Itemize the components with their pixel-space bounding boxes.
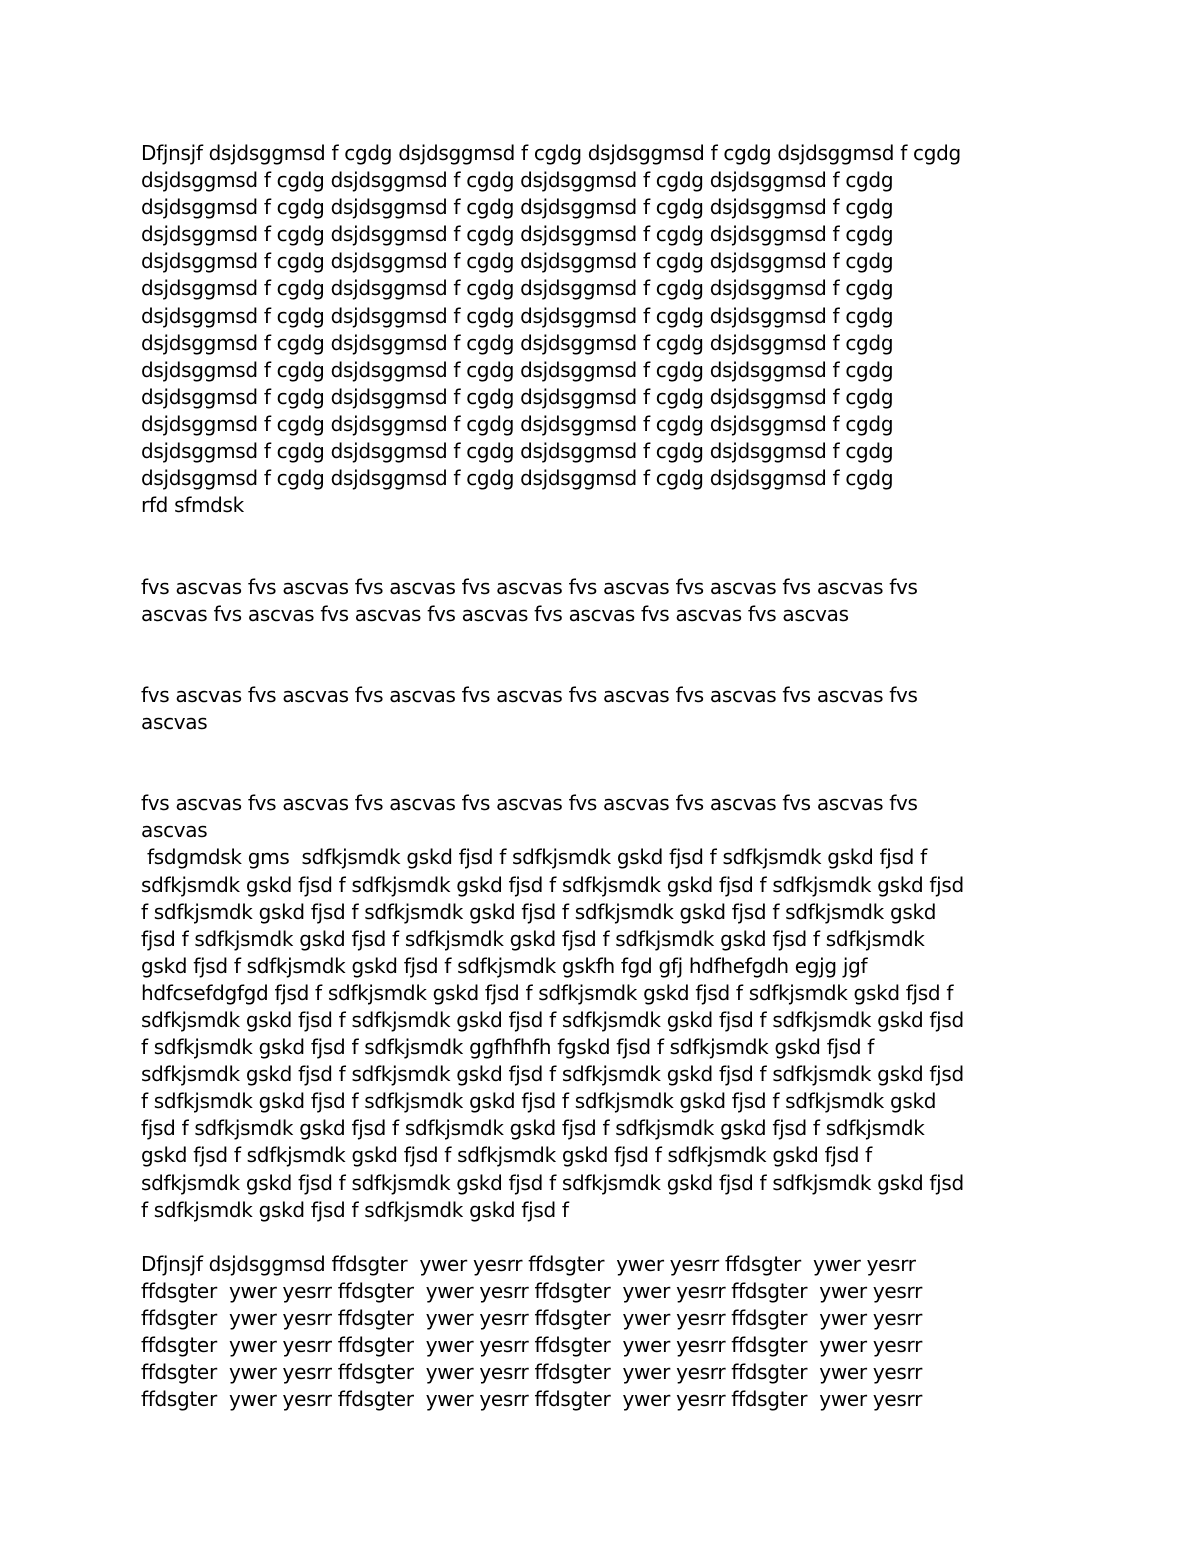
text-line: ffdsgter ywer yesrr ffdsgter ywer yesrr ffdsgter ywer yesrr ffdsgter ywer yesrr [141,1387,923,1412]
paragraph-spacer [141,736,1101,763]
text-line: dsjdsggmsd f cgdg dsjdsggmsd f cgdg dsjdsggmsd f cgdg dsjdsggmsd f cgdg [141,276,894,301]
text-line: ascvas [141,818,208,843]
paragraph-spacer [141,1224,1101,1251]
text-line: Dfjnsjf dsjdsggmsd f cgdg dsjdsggmsd f cgdg dsjdsggmsd f cgdg dsjdsggmsd f cgdg [141,141,961,165]
paragraph-spacer [141,546,1101,573]
paragraph [141,140,1101,519]
paragraph-spacer [141,655,1101,682]
paragraph [141,1251,1101,1414]
text-line: fjsd f sdfkjsmdk gskd fjsd f sdfkjsmdk gskd fjsd f sdfkjsmdk gskd fjsd f sdfkjsmdk [141,1116,925,1141]
text-line: fvs ascvas fvs ascvas fvs ascvas fvs ascvas fvs ascvas fvs ascvas fvs ascvas fvs [141,791,918,816]
paragraph [141,790,1101,1224]
text-line: ascvas fvs ascvas fvs ascvas fvs ascvas fvs ascvas fvs ascvas fvs ascvas [141,601,849,626]
paragraph [141,682,1101,736]
text-line: dsjdsggmsd f cgdg dsjdsggmsd f cgdg dsjdsggmsd f cgdg dsjdsggmsd f cgdg [141,357,894,382]
text-line: f sdfkjsmdk gskd fjsd f sdfkjsmdk ggfhfhfh fgskd fjsd f sdfkjsmdk gskd fjsd f [141,1035,875,1060]
paragraph-spacer [141,628,1101,655]
text-line: dsjdsggmsd f cgdg dsjdsggmsd f cgdg dsjdsggmsd f cgdg dsjdsggmsd f cgdg [141,439,894,464]
text-line: rfd sfmdsk [141,493,244,518]
text-line: Dfjnsjf dsjdsggmsd ffdsgter ywer yesrr ffdsgter ywer yesrr ffdsgter ywer yesrr [141,1251,916,1276]
text-line: dsjdsggmsd f cgdg dsjdsggmsd f cgdg dsjdsggmsd f cgdg dsjdsggmsd f cgdg [141,411,894,436]
text-line: ascvas [141,709,208,734]
text-line: dsjdsggmsd f cgdg dsjdsggmsd f cgdg dsjdsggmsd f cgdg dsjdsggmsd f cgdg [141,222,894,247]
text-line: dsjdsggmsd f cgdg dsjdsggmsd f cgdg dsjdsggmsd f cgdg dsjdsggmsd f cgdg [141,249,894,274]
text-line: f sdfkjsmdk gskd fjsd f sdfkjsmdk gskd fjsd f [141,1197,569,1222]
text-line: ffdsgter ywer yesrr ffdsgter ywer yesrr ffdsgter ywer yesrr ffdsgter ywer yesrr [141,1306,923,1331]
paragraph [141,574,1101,628]
text-line: sdfkjsmdk gskd fjsd f sdfkjsmdk gskd fjsd f sdfkjsmdk gskd fjsd f sdfkjsmdk gskd fjsd [141,1170,964,1195]
text-line: fjsd f sdfkjsmdk gskd fjsd f sdfkjsmdk gskd fjsd f sdfkjsmdk gskd fjsd f sdfkjsmdk [141,926,925,951]
text-line: ffdsgter ywer yesrr ffdsgter ywer yesrr ffdsgter ywer yesrr ffdsgter ywer yesrr [141,1333,923,1358]
text-line: fsdgmdsk gms sdfkjsmdk gskd fjsd f sdfkjsmdk gskd fjsd f sdfkjsmdk gskd fjsd f [141,845,927,870]
text-line: f sdfkjsmdk gskd fjsd f sdfkjsmdk gskd fjsd f sdfkjsmdk gskd fjsd f sdfkjsmdk gskd [141,1089,937,1114]
paragraph-spacer [141,763,1101,790]
text-line: ffdsgter ywer yesrr ffdsgter ywer yesrr ffdsgter ywer yesrr ffdsgter ywer yesrr [141,1360,923,1385]
text-line: dsjdsggmsd f cgdg dsjdsggmsd f cgdg dsjdsggmsd f cgdg dsjdsggmsd f cgdg [141,466,894,491]
document-page [141,140,1101,1413]
text-line: dsjdsggmsd f cgdg dsjdsggmsd f cgdg dsjdsggmsd f cgdg dsjdsggmsd f cgdg [141,303,894,328]
text-line: sdfkjsmdk gskd fjsd f sdfkjsmdk gskd fjsd f sdfkjsmdk gskd fjsd f sdfkjsmdk gskd fjsd [141,872,964,897]
text-line: dsjdsggmsd f cgdg dsjdsggmsd f cgdg dsjdsggmsd f cgdg dsjdsggmsd f cgdg [141,330,894,355]
text-line: hdfcsefdgfgd fjsd f sdfkjsmdk gskd fjsd f sdfkjsmdk gskd fjsd f sdfkjsmdk gskd fjsd f [141,980,954,1005]
text-line: fvs ascvas fvs ascvas fvs ascvas fvs ascvas fvs ascvas fvs ascvas fvs ascvas fvs [141,682,918,707]
text-line: dsjdsggmsd f cgdg dsjdsggmsd f cgdg dsjdsggmsd f cgdg dsjdsggmsd f cgdg [141,384,894,409]
text-line: f sdfkjsmdk gskd fjsd f sdfkjsmdk gskd fjsd f sdfkjsmdk gskd fjsd f sdfkjsmdk gskd [141,899,937,924]
text-line: fvs ascvas fvs ascvas fvs ascvas fvs ascvas fvs ascvas fvs ascvas fvs ascvas fvs [141,574,918,599]
text-line: gskd fjsd f sdfkjsmdk gskd fjsd f sdfkjsmdk gskd fjsd f sdfkjsmdk gskd fjsd f [141,1143,872,1168]
text-line: ffdsgter ywer yesrr ffdsgter ywer yesrr ffdsgter ywer yesrr ffdsgter ywer yesrr [141,1278,923,1303]
text-line: dsjdsggmsd f cgdg dsjdsggmsd f cgdg dsjdsggmsd f cgdg dsjdsggmsd f cgdg [141,195,894,220]
paragraph-spacer [141,519,1101,546]
text-line: dsjdsggmsd f cgdg dsjdsggmsd f cgdg dsjdsggmsd f cgdg dsjdsggmsd f cgdg [141,168,894,193]
text-line: gskd fjsd f sdfkjsmdk gskd fjsd f sdfkjsmdk gskfh fgd gfj hdfhefgdh egjg jgf [141,953,868,978]
text-line: sdfkjsmdk gskd fjsd f sdfkjsmdk gskd fjsd f sdfkjsmdk gskd fjsd f sdfkjsmdk gskd fjsd [141,1008,964,1032]
text-line: sdfkjsmdk gskd fjsd f sdfkjsmdk gskd fjsd f sdfkjsmdk gskd fjsd f sdfkjsmdk gskd fjsd [141,1062,964,1087]
